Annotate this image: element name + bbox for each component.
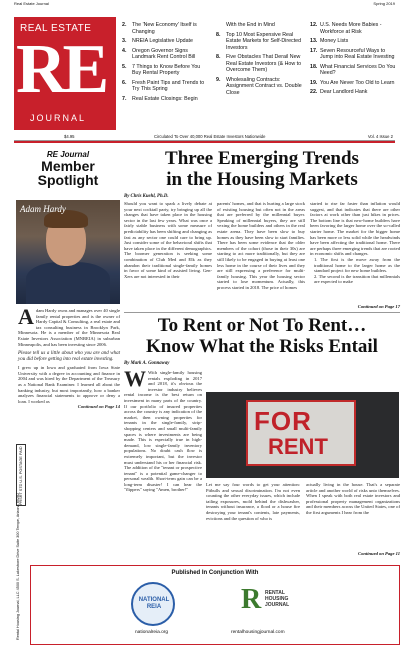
mail-strip — [16, 492, 26, 641]
spotlight-answer: I grew up in Iowa and graduated from Iowa State University with a degree in accounting and finance in 2004 and was hired by the Department of the Treasury as a National Bank Examiner. I learned all about the banking industry, but most importantly, how a banker analyzes financial statements to approve or deny a loan. I worked as — [18, 365, 120, 404]
toc-item[interactable]: 3. NREIA Legislative Update — [122, 38, 193, 44]
toc-item[interactable]: With the End in Mind — [226, 22, 275, 28]
logo-line2: JOURNAL — [30, 113, 87, 123]
toc-item[interactable]: 13. Money Lists — [310, 38, 349, 44]
toc-item[interactable]: 7. Real Estate Closings: Begin — [122, 95, 198, 102]
top-line — [14, 1, 395, 8]
partner-box — [30, 565, 400, 645]
member-photo — [16, 200, 120, 304]
toc-item[interactable]: 12. U.S. Needs More Babies - Workforce at Risk — [310, 22, 382, 35]
mail-address: Rental Housing Journal, LLC 4500 S. Lakeshore Drive Suite 300 Tempe, Arizona 85282 — [16, 492, 20, 640]
toc-item[interactable]: 19. You Are Never Too Old to Learn — [310, 79, 395, 86]
sign-rent-text: RENT — [268, 434, 328, 459]
toc-item[interactable]: 22. Dear Landlord Hank — [310, 89, 368, 95]
article1-list-1: 1. The first is the move away from the traditional home to the larger home as the standard project for new home builders. — [314, 256, 400, 274]
national-reia-logo-text: NATIONAL REIA — [138, 597, 170, 610]
url-national-reia[interactable]: nationalreia.org — [135, 630, 169, 635]
article1-col3-text: started to rise far faster than inflation would suggest, and that indicates that there are other factors at work other than just hikes in prices. The bottom line is that new-home builders have been favoring the larger home over the so-called starter home. The market for the bigger home has been more or less solid while the headwinds have been affecting the traditional home. There are perhaps three emerging trends that are rooted in economic shifts and changes. — [310, 201, 400, 257]
toc-item[interactable]: 2. The 'New Economy' Itself is Changing — [122, 22, 197, 35]
spotlight-kicker: RE Journal — [46, 150, 90, 159]
logo-letters: RE — [16, 31, 106, 108]
article2-headline — [124, 315, 400, 357]
stamp-text: PRSRT STD U.S. POSTAGE PAID — [19, 446, 23, 505]
toc-column-3 — [310, 22, 396, 99]
divider — [124, 312, 400, 313]
article2-headline-line1: To Rent or Not To Rent… — [157, 315, 367, 336]
spotlight-text — [18, 304, 120, 410]
toc-item[interactable]: 8. Top 10 Most Expensive Real Estate Markets for Self-Directed Investors — [216, 31, 302, 51]
article1-col2: parents' homes, and that is hurting a large stock of existing housing but often not in the areas that are preferred by the millennial buyer. Speaking of millennial buyers, they are still vexing the home builders and others in the real estate arena. They have been slow to buy homes as they have been slow to start families. There has been some evidence that the older members of the cohort (those in their 30s) are starting to act more traditionally, but they are still likely to be engaged in buying at least one less home in the course of their lives and they are still expressing a preference for multi-family housing. This year the housing sector started to lose momentum. Actually, this process started in 2018. The price of homes — [217, 201, 305, 290]
volume-issue: Vol. 4 Issue 2 — [367, 134, 393, 139]
masthead-logo — [14, 17, 116, 130]
photo-suit — [26, 262, 110, 304]
article1-col1: Should you want to spark a lively debate at your next cocktail party, try bringing up all the changes that have taken place in the housing sector in the last few years. What was once a fairly stable business with some measure of predictability has been shifting and changing as fast as any sector one could care to bring up. Just consider some of the behavioral shifts that have taken place in the different demographics. The boomer generation is seeking some combination of Club Med and Elk as they abandon their traditional single-family homes in favor of some kind of assisted living. Gen-Xers are not interested in their — [124, 201, 212, 279]
sign-for-text: FOR — [254, 406, 312, 436]
rhj-logo-letter: R — [241, 584, 262, 615]
toc-item[interactable]: 17. Seven Resourceful Ways to Jump into Real Estate Investing — [310, 47, 395, 60]
article1-headline — [124, 148, 400, 190]
article1-list-2: 2. The second is the transition that millennials are expected to make — [314, 273, 400, 285]
rhj-logo-text: RENTAL HOUSING JOURNAL — [265, 590, 290, 608]
article2-col3: actually living in the house. That's a separate article and another world of risks unto themselves. When I speak with both real estate investors and professional property management organizations and their members across the United States, one of the first arguments I hear from the — [306, 482, 400, 515]
article1-headline-line2: in the Housing Markets — [166, 169, 358, 190]
article1-byline: By Chris Kuehl, Ph.D. — [124, 194, 169, 199]
for-rent-photo — [206, 392, 399, 478]
photo-caption: Adam Hardy — [20, 204, 66, 214]
article1-col3 — [310, 201, 400, 311]
spotlight-intro: dam Hardy owns and manages over 40 single family rental properties and is the owner of Hardy Capital & Consulting, a real estate and tax consulting business in Brooklyn Park, Minnesota. He is a member of the Minnesota Real Estate Investors Association (MNREIA) in suburban Minneapolis, and has been investing since 2006. — [18, 308, 120, 347]
article2-col2: Let me say four words to get your attention: Pitbulls and sexual discrimination. I'm not even counting the other everyday issues, which include tailing exposures, mold behind the dishwasher, tenants without insurance, a flood or a house fire destroying your tenant's contents, late payments, evictions and the question of who is — [206, 482, 300, 521]
circulation-text: Circulated To Over 40,000 Real Estate Investors Nationwide — [154, 134, 266, 139]
spotlight-title2: Spotlight — [37, 172, 99, 188]
article1-headline-line1: Three Emerging Trends — [165, 148, 359, 169]
toc-item[interactable]: 5. 7 Things to Know Before You Buy Rental Property — [122, 63, 201, 76]
national-reia-logo[interactable] — [131, 582, 175, 626]
divider-red — [14, 141, 395, 143]
article2-byline: By Mark A. Gonnaway — [124, 361, 170, 366]
article1-continued[interactable]: Continued on Page 17 — [357, 304, 400, 309]
issue-date: Spring 2019 — [373, 1, 395, 6]
rental-housing-journal-logo[interactable] — [241, 582, 301, 626]
toc-item[interactable]: 8. Five Obstacles That Derail New Real Estate Investors (& How to Overcome Them) — [216, 54, 302, 73]
article2-col1 — [124, 370, 202, 556]
sub-bar — [14, 134, 395, 141]
price: $4.95 — [64, 134, 75, 139]
spotlight-title1: Member — [41, 158, 95, 174]
article2-dropcap: W — [124, 370, 146, 391]
article2-col1-text: With single-family housing rentals exploding in 2017 and 2018, it's obvious the investor industry believes rental income is the best return on investment in many parts of the country. If our portfolio of insured properties across the country is any indication of the market, then owning properties for tenants in the single-family, strip-shopping centers and small multi-family spaces is where investments are being made. This is especially true in high-demand, low single-family inventory populations. No doubt cash flow is extremely important, but the investor must understand his or her financial risk. The addition of the "tenant or prospective tenant" is a potential game-changer to personal wealth. Short-term gain can be a long-term disaster! I can hear the "flippers" saying "Amen, brother!" — [124, 370, 202, 493]
spotlight-dropcap: A — [18, 304, 34, 329]
spotlight-heading — [18, 150, 118, 187]
journal-label: Real Estate Journal — [14, 1, 49, 6]
spotlight-prompt: Please tell us a little about who you are and what you did before getting into real estate investing. — [18, 351, 120, 363]
article2-continued[interactable]: Continued on Page 11 — [358, 551, 400, 556]
article2-headline-line2: Know What the Risks Entail — [146, 336, 378, 357]
url-rental-housing-journal[interactable]: rentalhousingjournal.com — [231, 630, 285, 635]
logo-line1: REAL ESTATE — [20, 23, 92, 34]
toc-column-2 — [216, 22, 302, 99]
toc-item[interactable]: 9. Wholesaling Contracts: Assignment Contract vs. Double Close — [216, 76, 302, 96]
spotlight-continued[interactable]: Continued on Page 14 — [77, 404, 120, 410]
partner-title: Published In Conjunction With — [171, 570, 259, 576]
toc-item[interactable]: 4. Oregon Governor Signs Landmark Rent Control Bill — [122, 47, 196, 60]
toc-item[interactable]: 18. What Financial Services Do You Need? — [310, 63, 396, 76]
toc-column-1 — [122, 22, 208, 105]
toc-item[interactable]: 6. Fresh Paint Tips and Trends to Try This Spring — [122, 79, 205, 92]
